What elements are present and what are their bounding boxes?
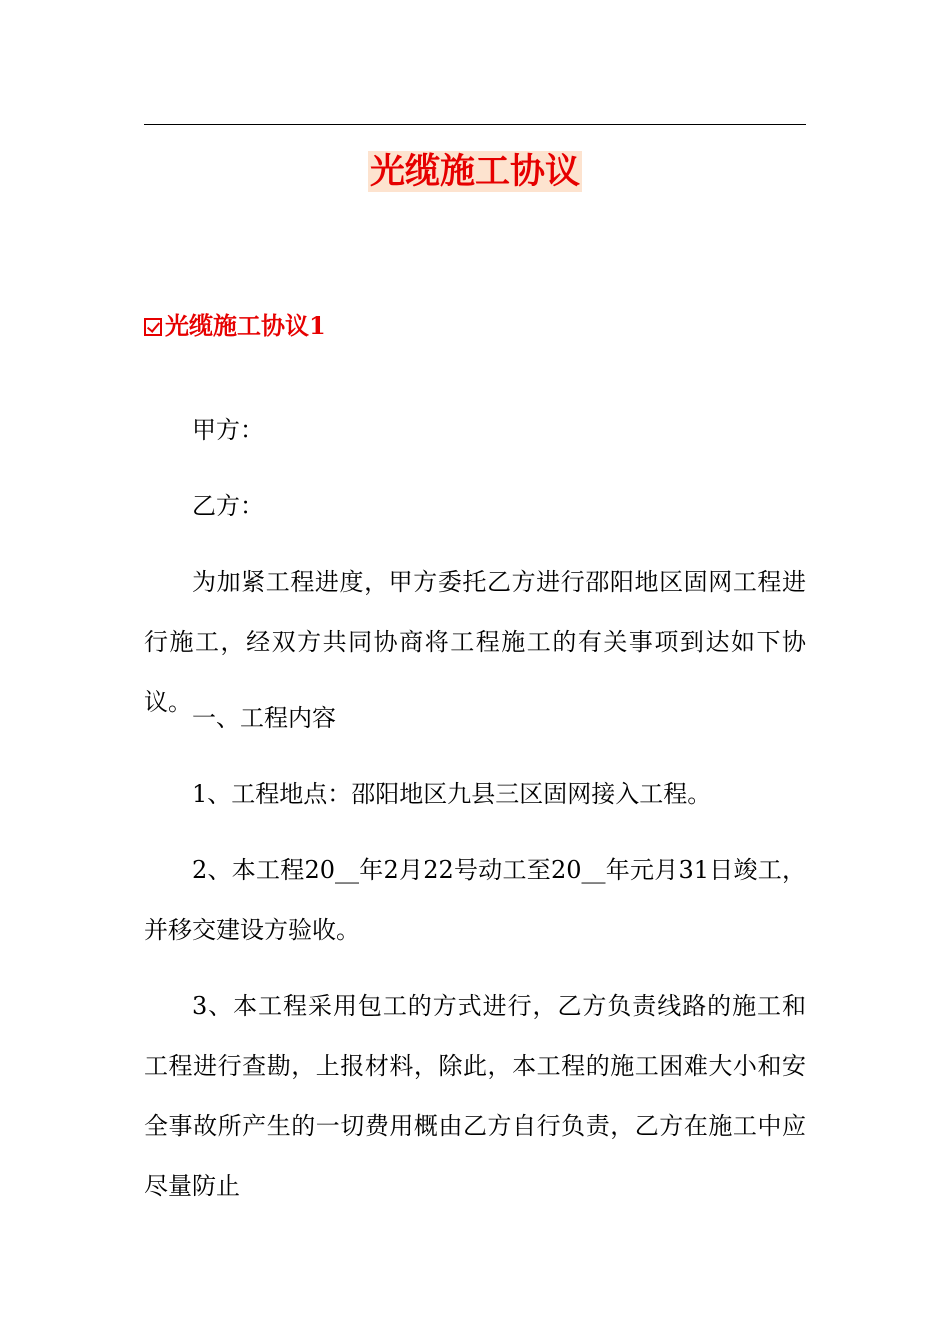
- document-title-text: 光缆施工协议: [369, 151, 580, 192]
- section-heading: [144, 308, 326, 344]
- intro-paragraph: 为加紧工程进度，甲方委托乙方进行邵阳地区固网工程进行施工，经双方共同协商将工程施工的有关事项到达如下协议。: [144, 568, 806, 716]
- document-title: [0, 148, 950, 196]
- header-rule: [144, 124, 806, 125]
- party-b-line: 乙方：: [192, 492, 264, 520]
- clause-heading-project-content: 一、工程内容: [192, 704, 336, 732]
- clause-item-2: 2、本工程20__年2月22号动工至20__年元月31日竣工，并移交建设方验收。: [144, 856, 806, 944]
- party-a-line: 甲方：: [192, 416, 264, 444]
- clause-item-1: 1、工程地点：邵阳地区九县三区固网接入工程。: [192, 780, 712, 808]
- clause-item-3: 3、本工程采用包工的方式进行，乙方负责线路的施工和工程进行查勘，上报材料，除此，本工程的施工困难大小和安全事故所产生的一切费用概由乙方自行负责，乙方在施工中应尽量防止: [144, 992, 806, 1200]
- checkbox-checked-icon: [144, 318, 162, 336]
- section-heading-text: 光缆施工协议1: [165, 311, 326, 340]
